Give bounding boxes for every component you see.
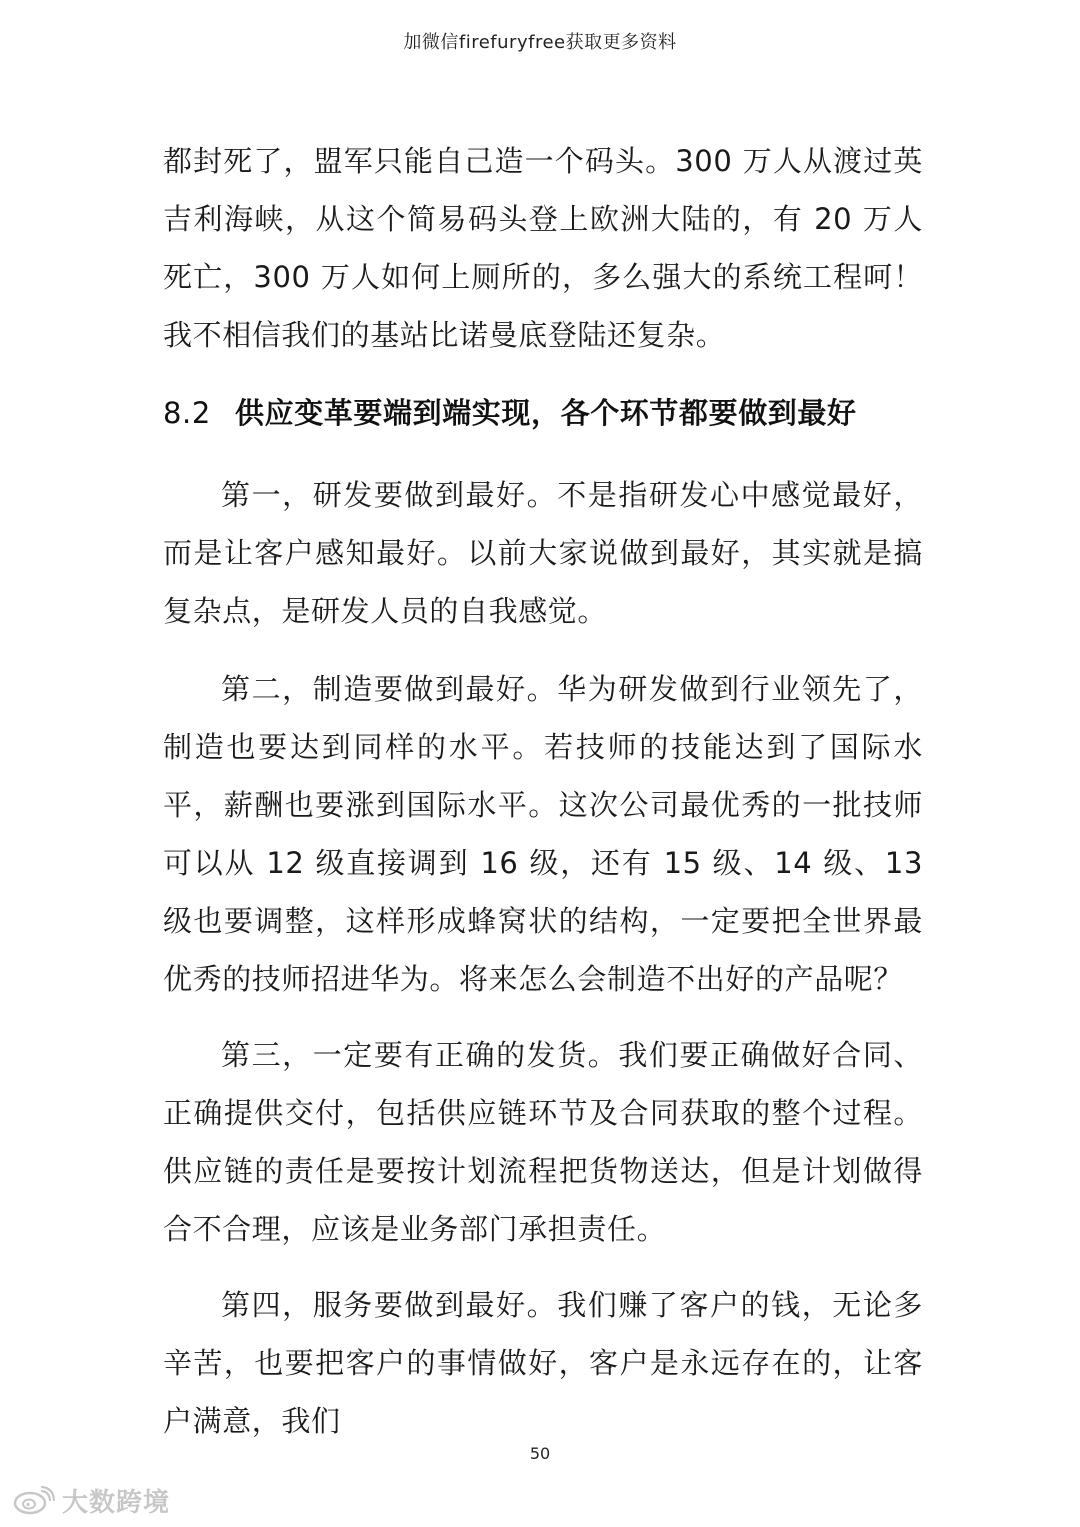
section-title: 供应变革要端到端实现，各个环节都要做到最好 bbox=[235, 396, 857, 430]
page-number: 50 bbox=[529, 1444, 551, 1463]
section-heading bbox=[163, 384, 923, 442]
section-number: 8.2 bbox=[163, 396, 211, 430]
page-header: 加微信firefuryfree获取更多资料 bbox=[403, 32, 677, 53]
paragraph-delivery: 第三，一定要有正确的发货。我们要正确做好合同、正确提供交付，包括供应链环节及合同获取的整个过程。供应链的责任是要按计划流程把货物送达，但是计划做得合不合理，应该是业务部门承担责任。 bbox=[163, 1038, 923, 1246]
paragraph-normandy: 都封死了，盟军只能自己造一个码头。300 万人从渡过英吉利海峡，从这个简易码头登上欧洲大陆的，有 20 万人死亡，300 万人如何上厕所的，多么强大的系统工程呵！我不相信我们的基站比诺曼底登陆还复杂。 bbox=[163, 144, 923, 352]
paragraph-service: 第四，服务要做到最好。我们赚了客户的钱，无论多辛苦，也要把客户的事情做好，客户是永远存在的，让客户满意，我们 bbox=[163, 1288, 923, 1438]
watermark bbox=[12, 1482, 170, 1518]
paragraph-manufacturing: 第二，制造要做到最好。华为研发做到行业领先了，制造也要达到同样的水平。若技师的技能达到了国际水平，薪酬也要涨到国际水平。这次公司最优秀的一批技师可以从 12 级直接调到 16 级，还有 15 级、14 级、13 级也要调整，这样形成蜂窝状的结构，一定要把全世界最优秀的技师招进华为。将来怎么会制造不出好的产品呢？ bbox=[163, 672, 923, 996]
weibo-logo-icon bbox=[12, 1485, 56, 1515]
paragraph-rnd: 第一，研发要做到最好。不是指研发心中感觉最好，而是让客户感知最好。以前大家说做到最好，其实就是搞复杂点，是研发人员的自我感觉。 bbox=[163, 478, 923, 628]
watermark-text: 大数跨境 bbox=[62, 1487, 171, 1518]
